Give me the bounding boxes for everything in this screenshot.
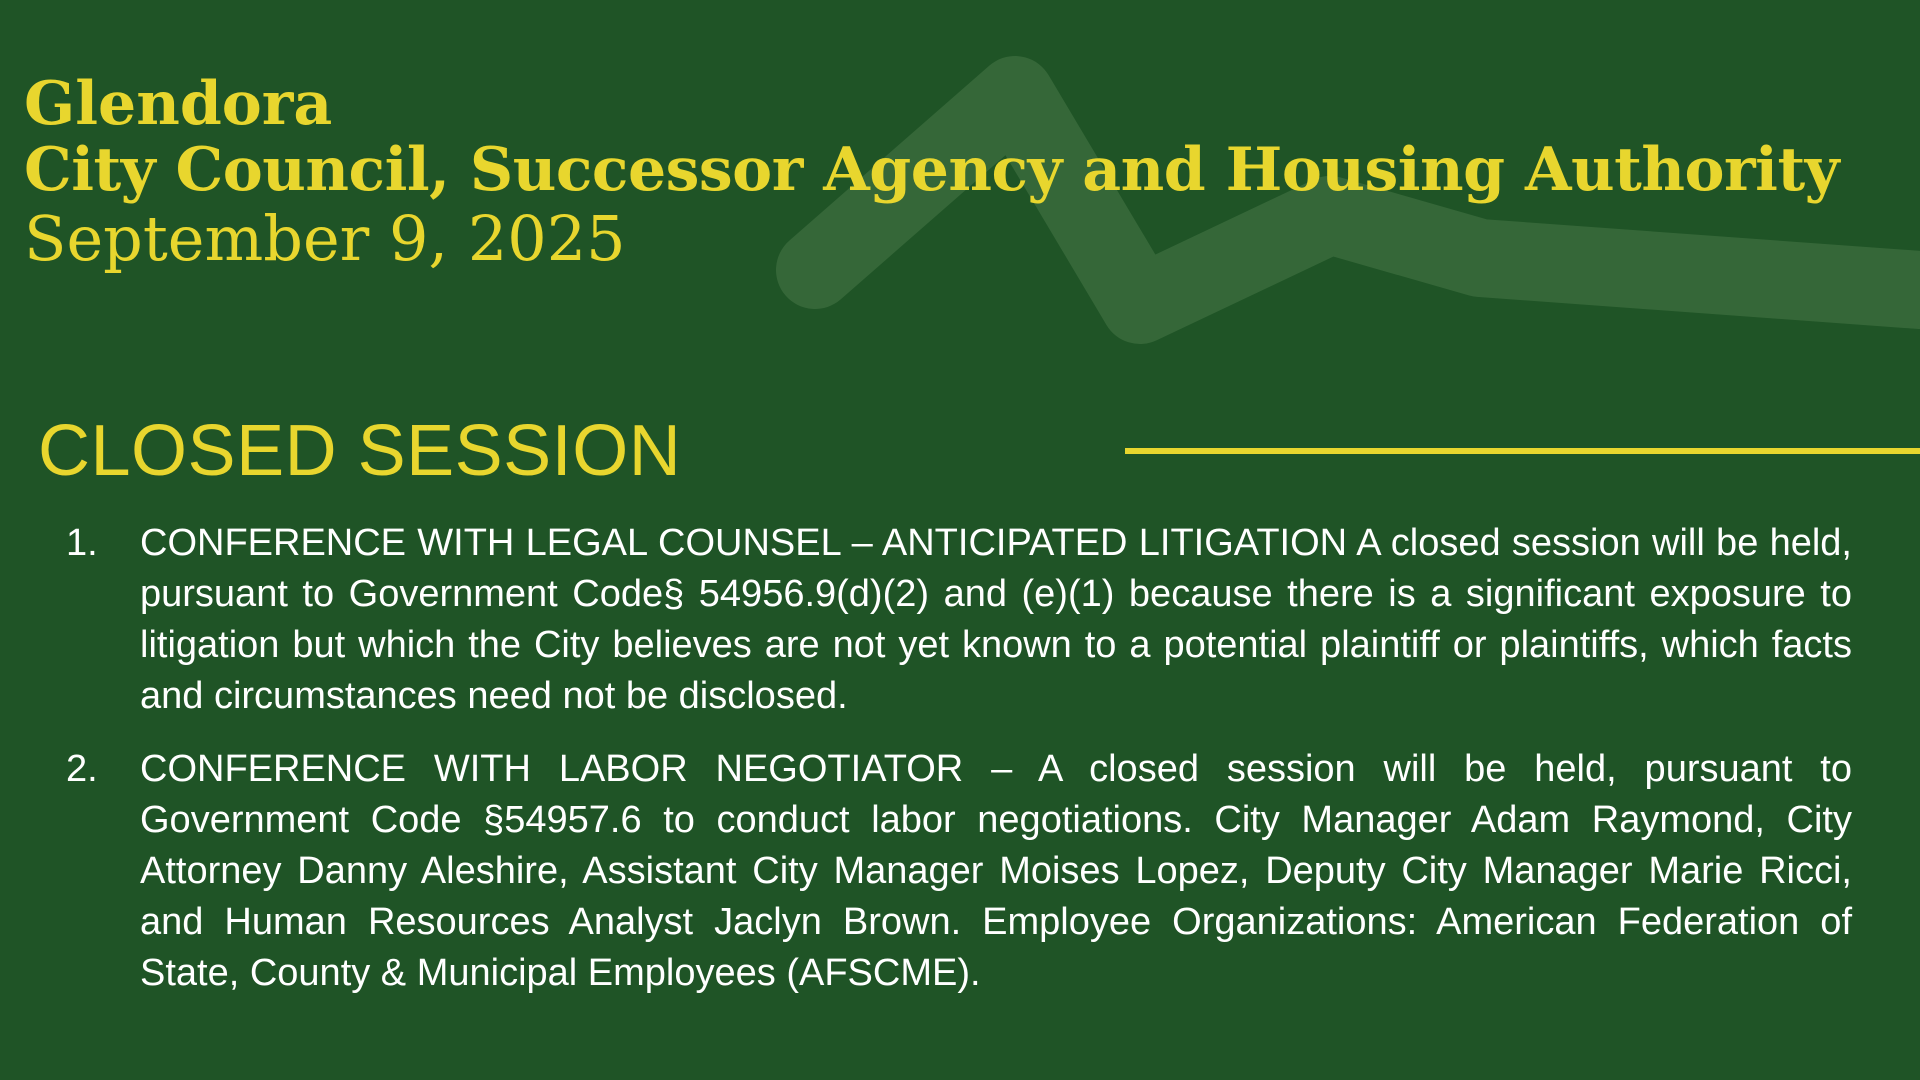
agenda-list <box>66 518 1852 1021</box>
agenda-item-number: 1. <box>66 522 98 564</box>
agenda-item <box>66 518 1852 722</box>
organization-name: Glendora <box>24 69 333 139</box>
title-divider <box>1125 448 1920 454</box>
meeting-header <box>24 69 1840 278</box>
section-title: CLOSED SESSION <box>38 411 682 491</box>
agenda-item-text: CONFERENCE WITH LABOR NEGOTIATOR – A closed session will be held, pursuant to Government Code §54957.6 to conduct labor negotiations. City Manager Adam Raymond, City Attorney Danny Aleshire, Assistant City Manager Moises Lopez, Deputy City Manager Marie Ricci, and Human Resources Analyst Jaclyn Brown. Employee Organizations: American Federation of State, County & Municipal Employees (AFSCME). <box>140 748 1852 994</box>
meeting-date: September 9, 2025 <box>24 202 626 275</box>
agenda-item-number: 2. <box>66 748 98 790</box>
agenda-item-text: CONFERENCE WITH LEGAL COUNSEL – ANTICIPATED LITIGATION A closed session will be held, pursuant to Government Code§ 54956.9(d)(2) and (e)(1) because there is a significant exposure to litigation but which the City believes are not yet known to a potential plaintiff or plaintiffs, which facts and circumstances need not be disclosed. <box>140 522 1852 717</box>
agenda-item <box>66 744 1852 999</box>
governing-bodies: City Council, Successor Agency and Housing Authority <box>24 135 1840 205</box>
